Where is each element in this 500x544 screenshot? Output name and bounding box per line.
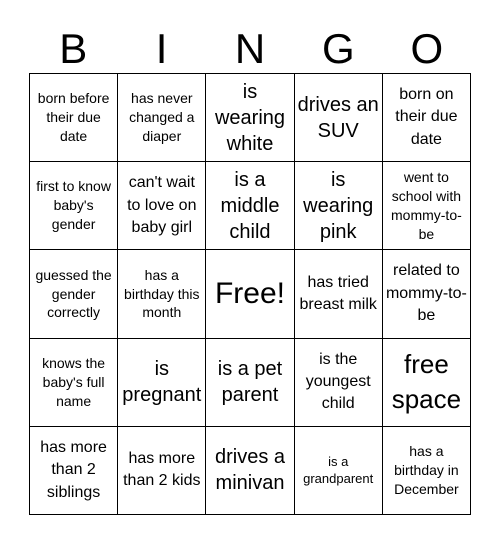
bingo-cell[interactable] [30, 74, 118, 162]
bingo-cell[interactable] [118, 427, 206, 515]
header-letter-b: B [59, 25, 88, 72]
bingo-cell[interactable] [295, 427, 383, 515]
cell-text: drives a minivan [214, 446, 285, 495]
bingo-grid [29, 73, 471, 515]
header-letter-g: G [322, 25, 355, 72]
cell-text: free space [391, 349, 462, 415]
bingo-cell[interactable] [295, 74, 383, 162]
cell-text: has never changed a diaper [129, 90, 195, 145]
cell-text: went to school with mommy-to-be [391, 169, 462, 242]
bingo-cell[interactable] [295, 162, 383, 250]
bingo-cell[interactable] [206, 339, 294, 427]
cell-text: has more than 2 kids [123, 450, 201, 490]
bingo-cell[interactable] [118, 339, 206, 427]
cell-text: is a grandparent [303, 453, 374, 487]
cell-text: is wearing pink [303, 168, 374, 243]
bingo-cell[interactable] [295, 339, 383, 427]
bingo-cell[interactable] [206, 427, 294, 515]
cell-text: has a birthday in December [394, 443, 459, 497]
bingo-cell[interactable] [206, 162, 294, 250]
header-letter-i: I [155, 25, 168, 72]
cell-text: can't wait to love on baby girl [127, 174, 197, 236]
bingo-cell[interactable] [118, 74, 206, 162]
bingo-header [29, 26, 471, 72]
cell-text: Free! [214, 276, 285, 310]
cell-text: guessed the gender correctly [35, 266, 112, 321]
bingo-cell[interactable] [383, 339, 471, 427]
header-letter-o: O [410, 25, 444, 72]
bingo-cell[interactable] [383, 427, 471, 515]
bingo-cell[interactable] [383, 162, 471, 250]
bingo-cell[interactable] [295, 250, 383, 338]
cell-text: is wearing white [214, 80, 286, 155]
bingo-cell[interactable] [30, 162, 118, 250]
cell-text: knows the baby's full name [42, 354, 106, 409]
bingo-cell[interactable] [383, 74, 471, 162]
header-letter-n: N [234, 25, 266, 72]
cell-text: first to know baby's gender [36, 178, 111, 233]
cell-text: is pregnant [122, 358, 202, 407]
bingo-cell[interactable] [30, 427, 118, 515]
bingo-cell[interactable] [30, 250, 118, 338]
cell-text: has a birthday this month [124, 266, 200, 321]
cell-text: drives an SUV [297, 93, 379, 142]
cell-text: is a middle child [220, 168, 280, 243]
free-cell[interactable] [206, 250, 294, 338]
cell-text: has tried breast milk [299, 273, 377, 313]
cell-text: born on their due date [395, 86, 458, 148]
bingo-cell[interactable] [383, 250, 471, 338]
bingo-cell[interactable] [30, 339, 118, 427]
bingo-cell[interactable] [118, 250, 206, 338]
bingo-cell[interactable] [206, 74, 294, 162]
cell-text: is a pet parent [217, 358, 283, 407]
cell-text: has more than 2 siblings [40, 438, 107, 501]
cell-text: related to mommy-to-be [385, 262, 467, 325]
bingo-cell[interactable] [118, 162, 206, 250]
cell-text: born before their due date [37, 90, 110, 145]
cell-text: is the youngest child [305, 350, 371, 413]
